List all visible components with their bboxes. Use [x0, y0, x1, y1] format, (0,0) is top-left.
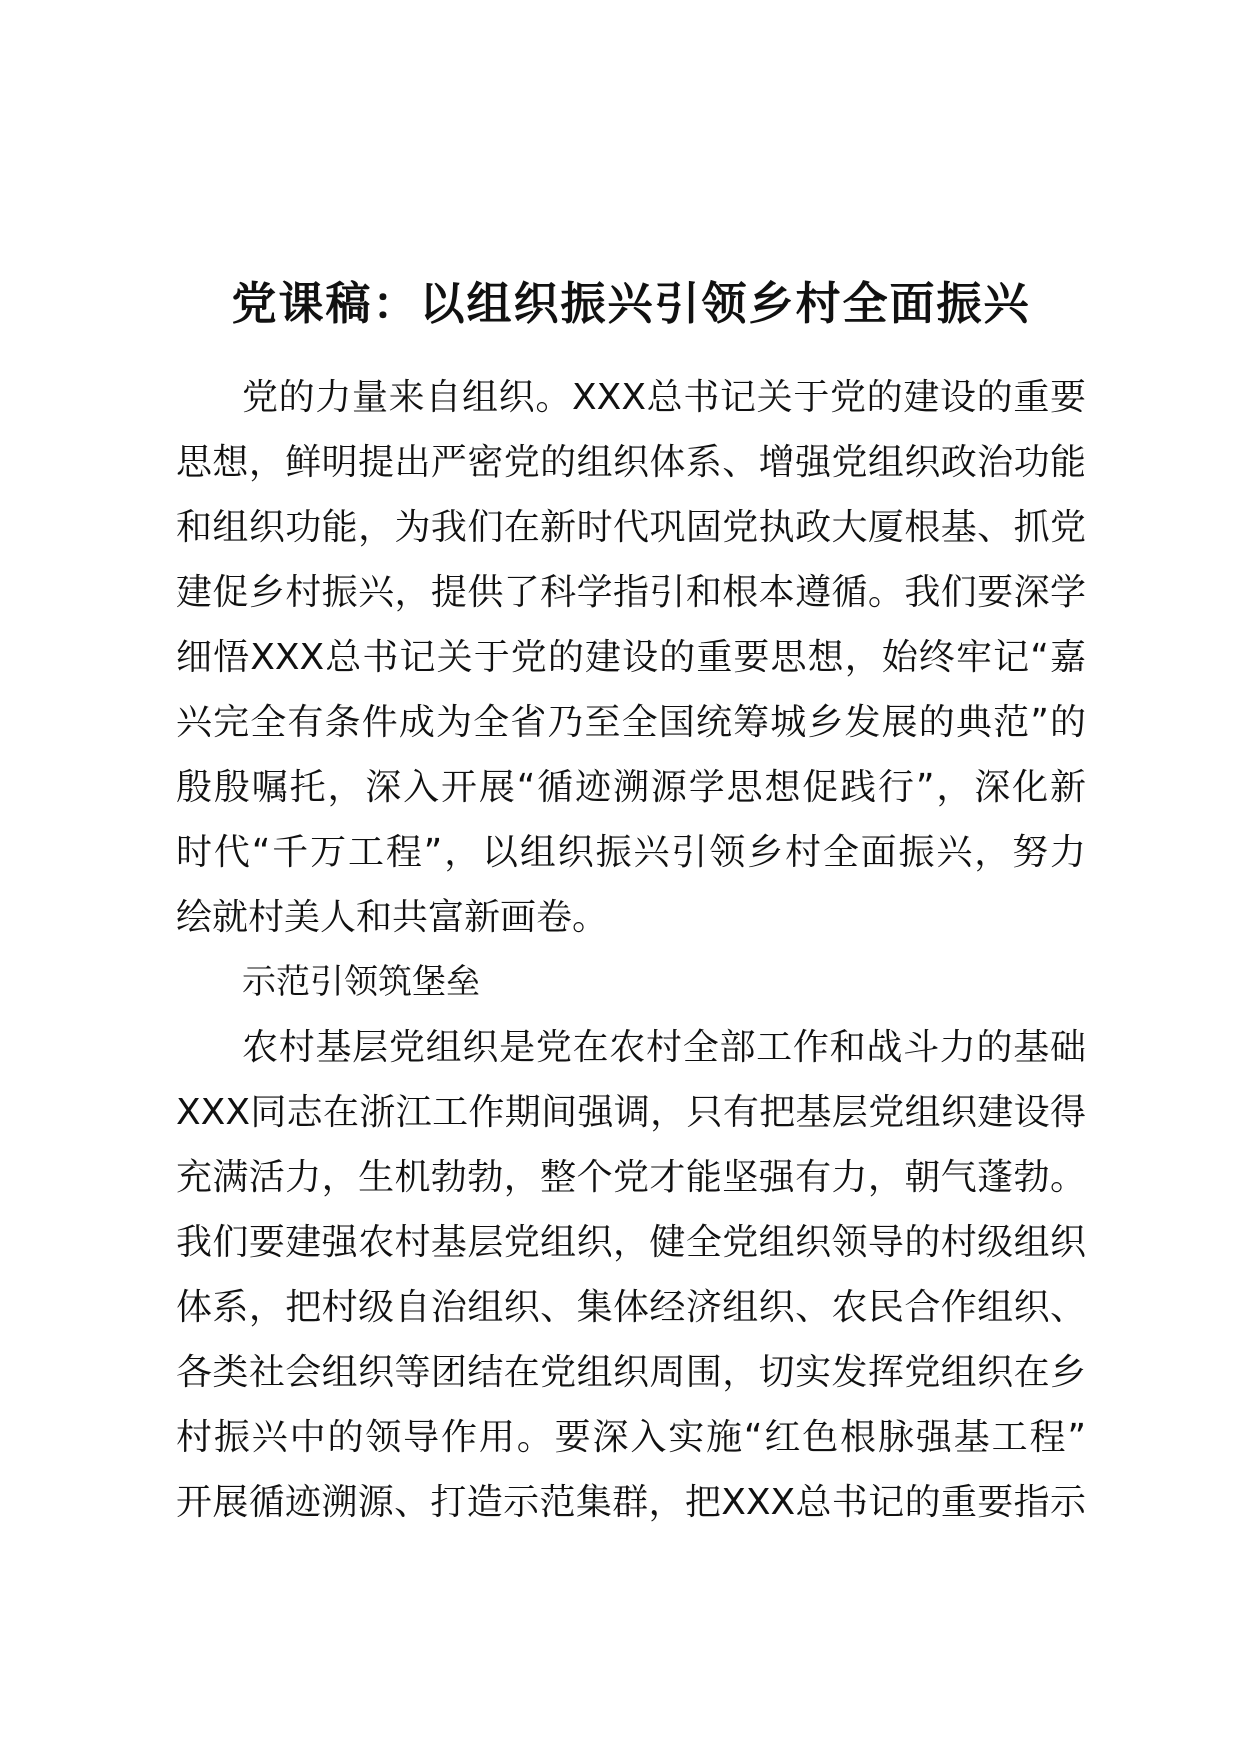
document-title: 党课稿：以组织振兴引领乡村全面振兴	[231, 277, 1031, 330]
paragraph-line: 充满活力，生机勃勃，整个党才能坚强有力，朝气蓬勃。	[176, 1157, 1086, 1198]
paragraph-line: 兴完全有条件成为全省乃至全国统筹城乡发展的典范”的	[176, 702, 1086, 743]
paragraph-line: 时代“千万工程”，以组织振兴引领乡村全面振兴，努力	[176, 832, 1086, 873]
paragraph-line: 绘就村美人和共富新画卷。	[176, 897, 609, 938]
paragraph-line: 细悟XXX总书记关于党的建设的重要思想，始终牢记“嘉	[176, 637, 1086, 678]
paragraph-line: 体系，把村级自治组织、集体经济组织、农民合作组织、	[176, 1287, 1086, 1328]
paragraph-line: 党的力量来自组织。XXX总书记关于党的建设的重要	[242, 377, 1086, 418]
paragraph-line: 开展循迹溯源、打造示范集群，把XXX总书记的重要指示	[176, 1482, 1086, 1523]
paragraph-line: 我们要建强农村基层党组织，健全党组织领导的村级组织	[176, 1222, 1086, 1263]
paragraph-line: 殷殷嘱托，深入开展“循迹溯源学思想促践行”，深化新	[176, 767, 1086, 808]
paragraph-line: 村振兴中的领导作用。要深入实施“红色根脉强基工程”	[176, 1417, 1086, 1458]
paragraph-line: 和组织功能，为我们在新时代巩固党执政大厦根基、抓党	[176, 507, 1086, 548]
document-body	[176, 365, 1086, 1535]
intro-paragraph	[176, 365, 1086, 950]
section-paragraph	[176, 1015, 1086, 1535]
paragraph-line: 建促乡村振兴，提供了科学指引和根本遵循。我们要深学	[176, 572, 1086, 613]
paragraph-line: 农村基层党组织是党在农村全部工作和战斗力的基础	[242, 1027, 1086, 1068]
paragraph-line: 各类社会组织等团结在党组织周围，切实发挥党组织在乡	[176, 1352, 1086, 1393]
section-heading: 示范引领筑堡垒	[242, 962, 480, 1002]
paragraph-line: 思想，鲜明提出严密党的组织体系、增强党组织政治功能	[176, 442, 1086, 483]
paragraph-line: XXX同志在浙江工作期间强调，只有把基层党组织建设得	[176, 1092, 1086, 1133]
